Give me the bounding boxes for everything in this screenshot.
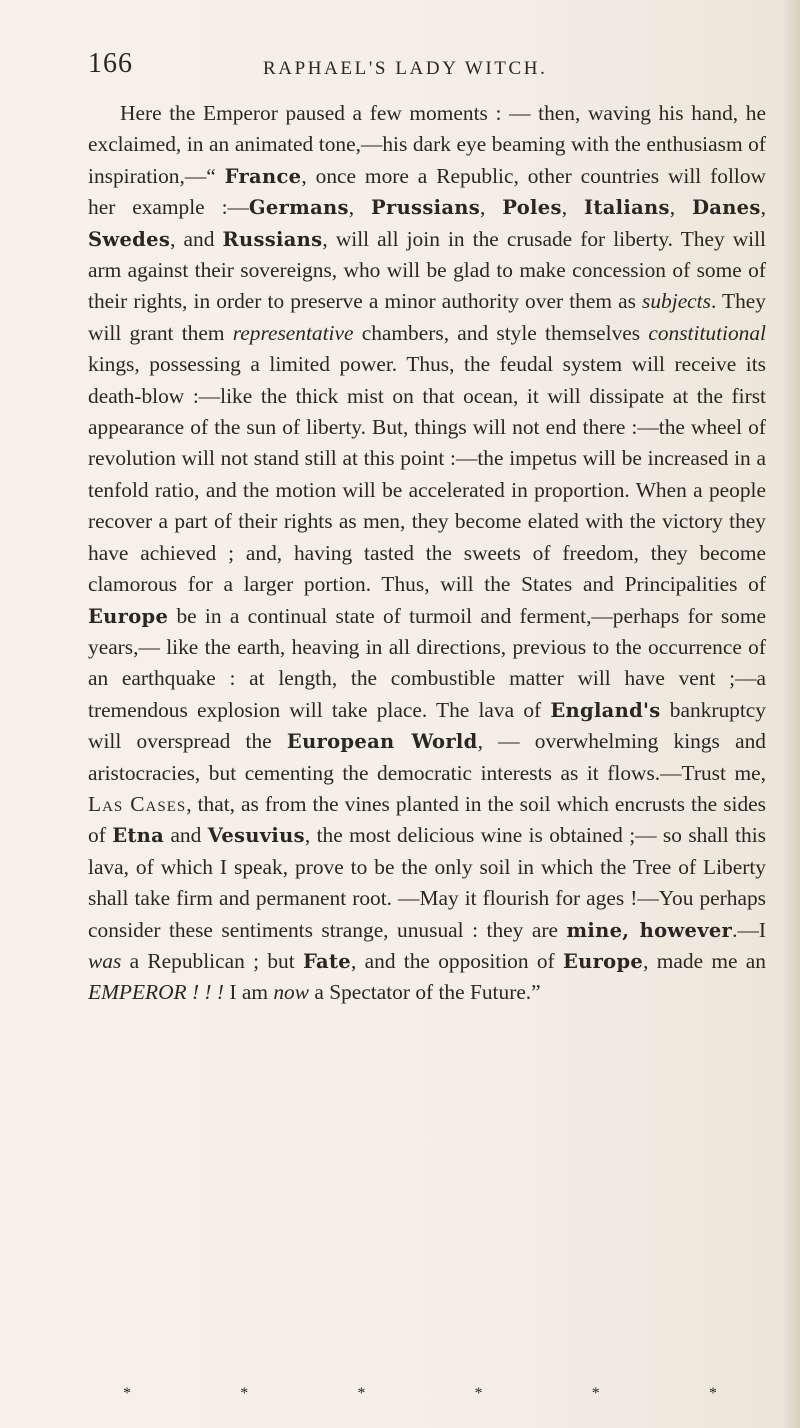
blackletter-word: Germans: [248, 196, 349, 220]
blackletter-word: Italians: [584, 196, 670, 220]
page-edge-shadow: [782, 0, 800, 1428]
blackletter-word: Etna: [112, 824, 165, 848]
text-run: bankruptcy will overspread the: [88, 697, 767, 754]
blackletter-word: European World: [286, 730, 478, 754]
star-glyph: *: [591, 1385, 600, 1402]
text-run: a Republican ; but: [121, 948, 303, 973]
text-run: , made me an: [643, 948, 766, 973]
paragraph: [88, 98, 766, 1009]
page-header: [88, 48, 738, 88]
blackletter-word: Swedes: [88, 227, 171, 251]
italic-word: representative: [232, 320, 354, 345]
star-glyph: *: [474, 1385, 483, 1402]
blackletter-word: Danes: [692, 196, 761, 220]
text-run: a Spectator of the Future.”: [309, 980, 541, 1005]
small-caps-name: Las Cases: [88, 791, 187, 816]
page-number: 166: [88, 48, 133, 79]
star-glyph: *: [123, 1385, 131, 1402]
text-run: , once more a Republic, other countries will follow her example :—: [88, 163, 767, 220]
blackletter-word: Poles: [502, 196, 562, 220]
running-head: RAPHAEL'S LADY WITCH.: [263, 58, 548, 79]
text-run: ,: [760, 195, 767, 220]
text-run: I am: [224, 980, 274, 1005]
blackletter-word: Prussians: [371, 196, 481, 220]
text-run: and: [164, 823, 208, 848]
italic-word: EMPEROR ! ! !: [88, 980, 225, 1005]
star-glyph: *: [708, 1385, 717, 1402]
star-glyph: *: [240, 1385, 249, 1402]
blackletter-word: Russians: [222, 227, 323, 251]
text-run: Here the Emperor paused a few moments : — then, waving his hand, he exclaimed, in an animated tone,—his dark eye beaming with the enthusiasm of inspiration,—“: [88, 101, 766, 188]
star-glyph: *: [357, 1385, 366, 1402]
text-run: kings, possessing a limited power. Thus, the feudal system will receive its death-blow :—like the thick mist on that ocean, it will dissipate at the first appearance of the sun of liberty. But, things will not end there :—the wheel of revolution will not stand still at this point :—the impetus will be increased in a tenfold ratio, and the motion will be accelerated in proportion. When a people recover a part of their rights as men, they become elated with the victory they have achieved ; and, having tasted the sweets of freedom, they become clamorous for a larger portion. Thus, will the States and Principalities of: [88, 352, 766, 597]
text-run: .—I: [732, 917, 766, 942]
text-run: , the most delicious wine is obtained ;— so shall this lava, of which I speak, prove to be the only soil in which the Tree of Liberty shall take firm and permanent root. —May it flourish for ages !—You perhaps consider these sentiments strange, unusual : they are: [88, 823, 766, 942]
italic-word: was: [88, 948, 122, 973]
blackletter-word: Europe: [88, 604, 169, 628]
blackletter-word: mine, however: [566, 918, 733, 942]
blackletter-word: England's: [550, 698, 661, 722]
text-run: , will all join in the crusade for liberty. They will arm against their sovereigns, who will be glad to make concession of some of their rights, in order to preserve a minor authority over them as: [88, 226, 766, 314]
text-run: , and the opposition of: [350, 948, 563, 973]
text-run: . They will grant them: [88, 289, 766, 345]
text-run: ,: [348, 195, 372, 220]
text-run: , — overwhelming kings and aristocracies, but cementing the democratic interests as it flows.—Trust me,: [88, 729, 766, 785]
italic-word: constitutional: [648, 320, 766, 345]
text-run: ,: [480, 195, 503, 220]
blackletter-word: Europe: [562, 949, 644, 973]
text-run: , and: [170, 226, 223, 251]
text-run: chambers, and style themselves: [353, 320, 649, 345]
body-text: [88, 98, 766, 1009]
text-run: ,: [561, 195, 585, 220]
italic-word: subjects: [642, 289, 711, 314]
blackletter-word: Vesuvius: [207, 824, 305, 848]
text-run: ,: [669, 195, 693, 220]
text-run: , that, as from the vines planted in the soil which encrusts the sides of: [88, 791, 766, 848]
blackletter-word: France: [224, 164, 302, 188]
italic-word: now: [273, 980, 309, 1005]
text-run: be in a continual state of turmoil and ferment,—perhaps for some years,— like the earth, heaving in all directions, previous to the occurrence of an earthquake : at length, the combustible matter will have vent ;—a tremendous explosion will take place. The lava of: [88, 603, 766, 722]
section-break-stars: [120, 1385, 720, 1403]
blackletter-word: Fate: [302, 949, 351, 973]
